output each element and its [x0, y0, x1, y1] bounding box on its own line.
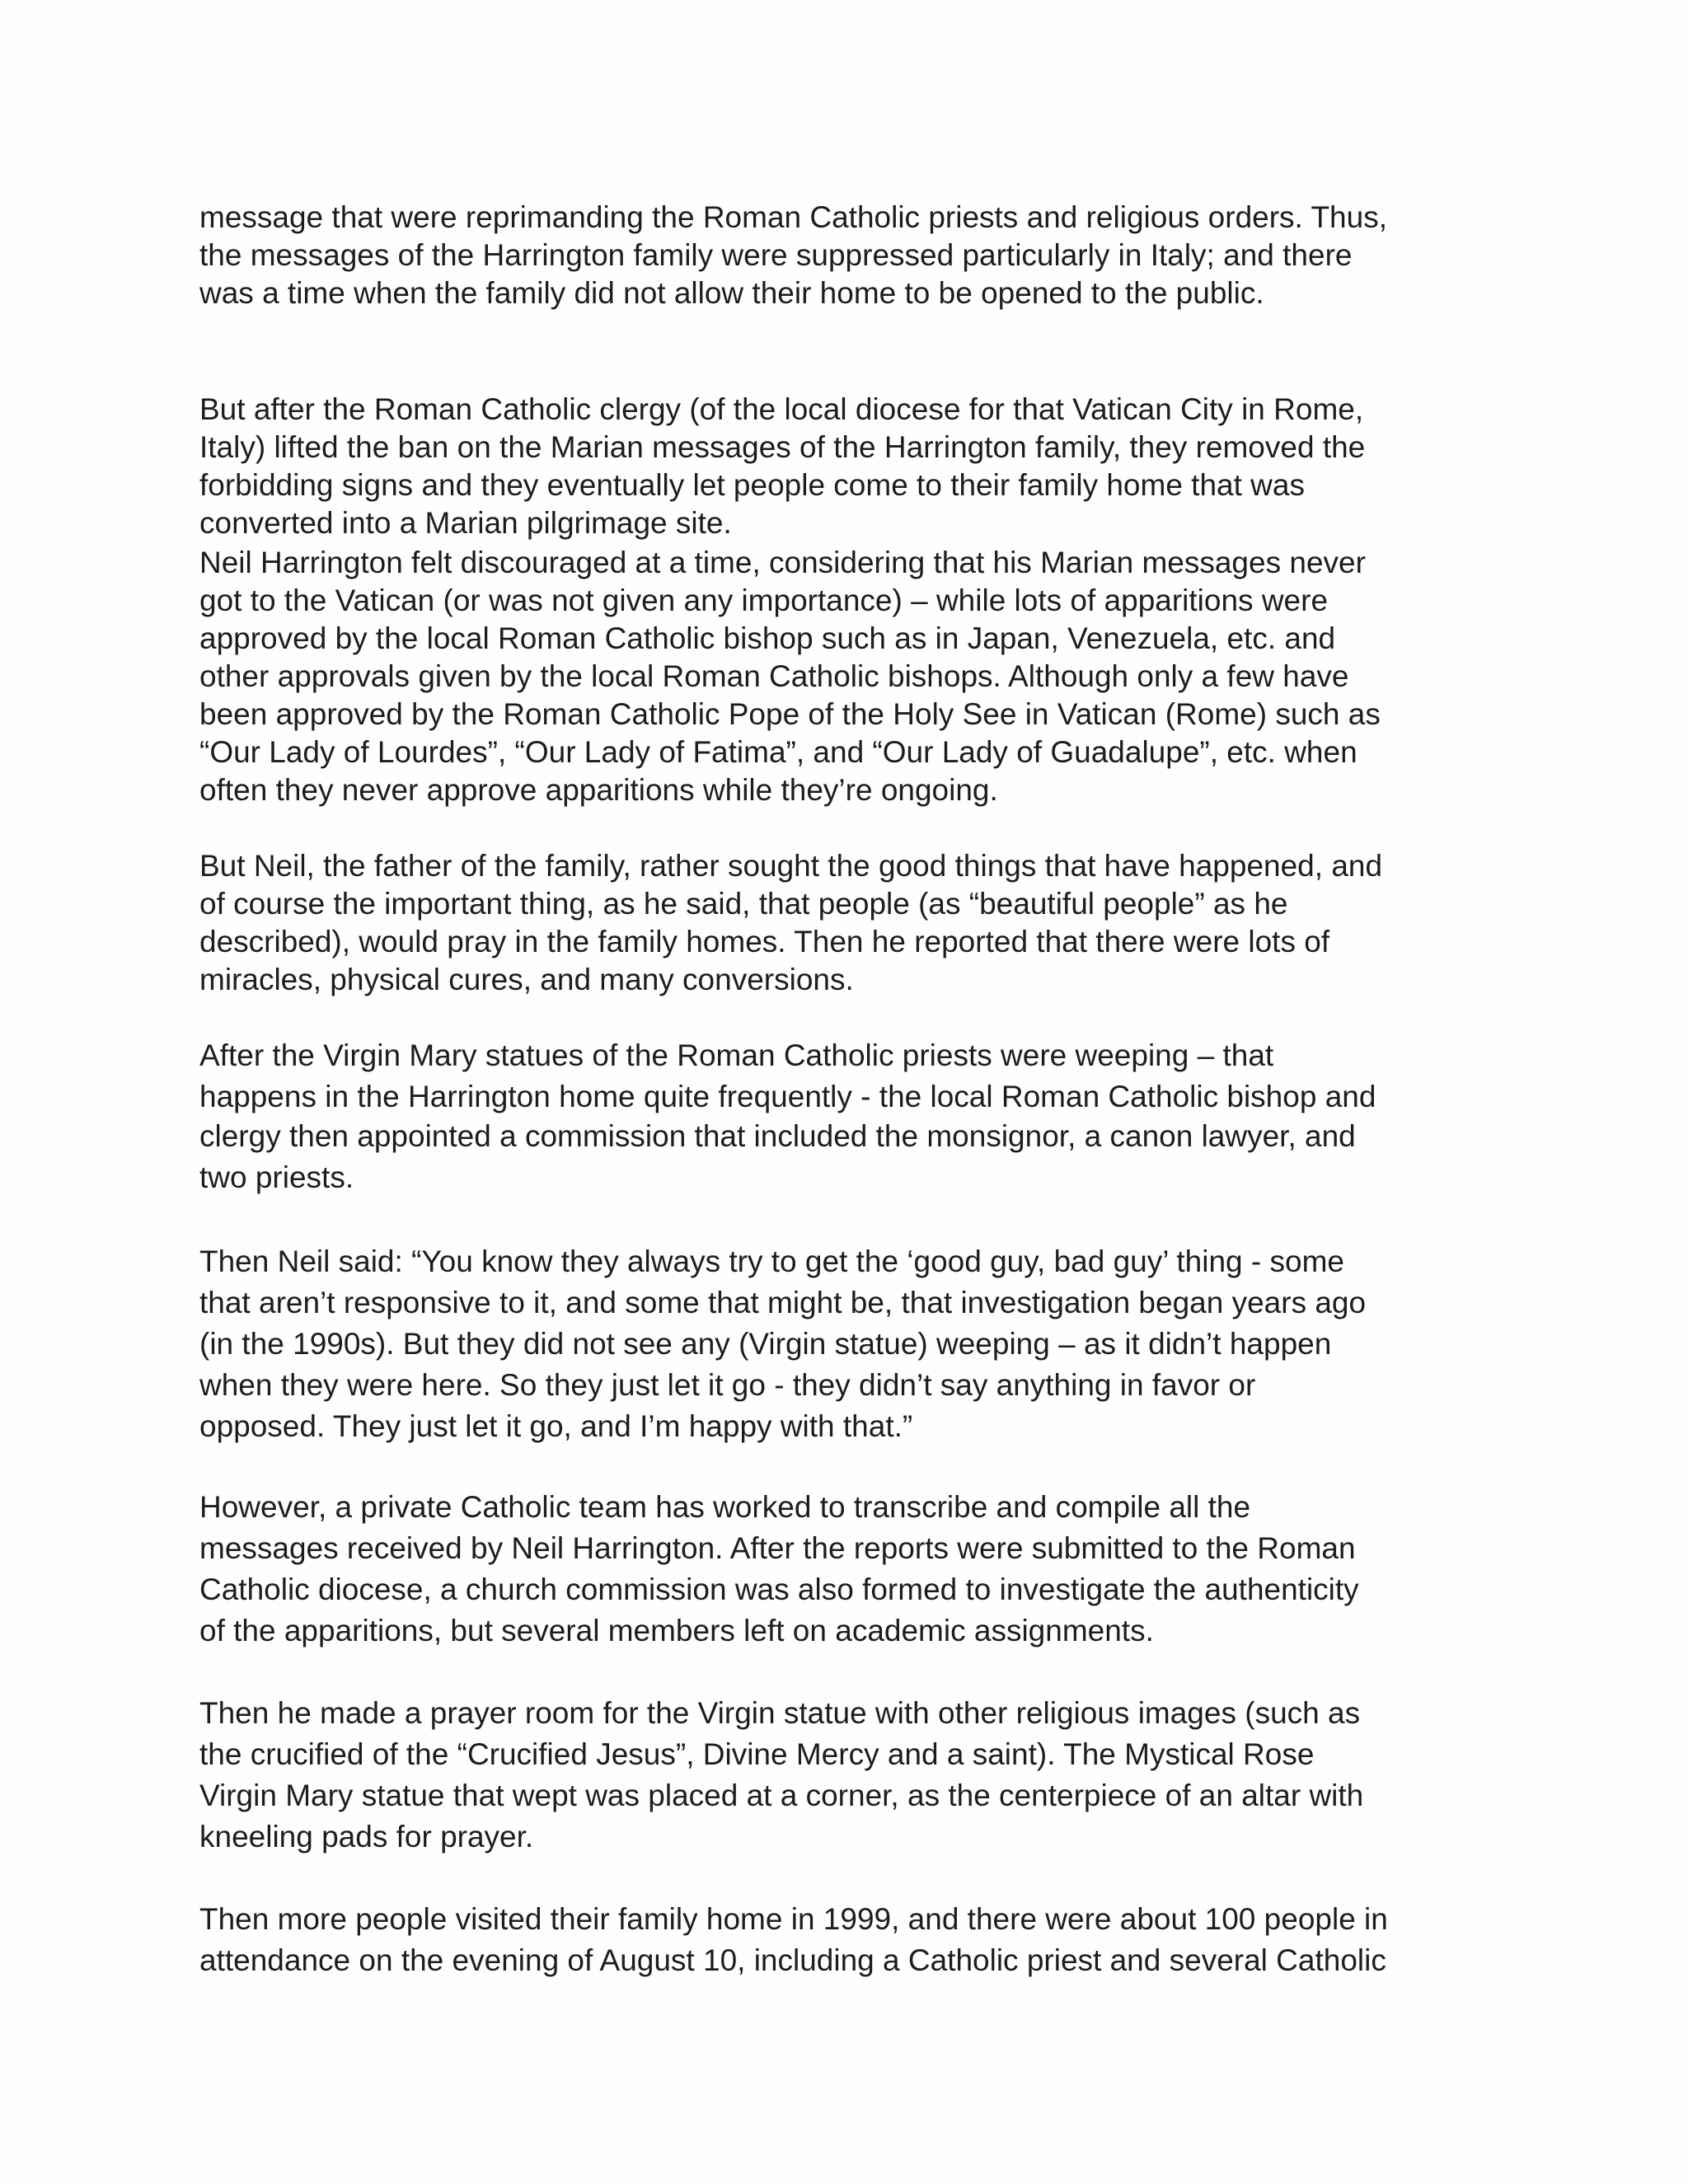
text-line: been approved by the Roman Catholic Pope of the Holy See in Vatican (Rome) such as	[199, 697, 1381, 731]
text-line: However, a private Catholic team has worked to transcribe and compile all the	[199, 1490, 1251, 1524]
text-line: But Neil, the father of the family, rather sought the good things that have happened, and	[199, 849, 1383, 883]
text-line: attendance on the evening of August 10, including a Catholic priest and several Catholic	[199, 1943, 1386, 1977]
text-line: happens in the Harrington home quite frequently - the local Roman Catholic bishop and	[199, 1080, 1376, 1113]
text-line: that aren’t responsive to it, and some that might be, that investigation began years ago	[199, 1286, 1367, 1319]
text-line: of the apparitions, but several members left on academic assignments.	[199, 1614, 1154, 1647]
text-line: Neil Harrington felt discouraged at a time, considering that his Marian messages never	[199, 546, 1366, 579]
text-line: the messages of the Harrington family were suppressed particularly in Italy; and there	[199, 238, 1353, 272]
text-line: the crucified of the “Crucified Jesus”, Divine Mercy and a saint). The Mystical Rose	[199, 1737, 1315, 1771]
text-line: Then Neil said: “You know they always try to get the ‘good guy, bad guy’ thing - some	[199, 1244, 1344, 1278]
text-line: forbidding signs and they eventually let people come to their family home that was	[199, 468, 1305, 502]
text-line: (in the 1990s). But they did not see any (Virgin statue) weeping – as it didn’t happen	[199, 1327, 1332, 1361]
text-line: Virgin Mary statue that wept was placed at a corner, as the centerpiece of an altar with	[199, 1779, 1364, 1812]
text-line: “Our Lady of Lourdes”, “Our Lady of Fatima”, and “Our Lady of Guadalupe”, etc. when	[199, 735, 1357, 769]
text-line: Then he made a prayer room for the Virgin statue with other religious images (such as	[199, 1696, 1361, 1730]
text-line: converted into a Marian pilgrimage site.	[199, 506, 732, 540]
text-line: miracles, physical cures, and many conversions.	[199, 963, 854, 996]
text-line: Then more people visited their family home in 1999, and there were about 100 people in	[199, 1902, 1388, 1936]
text-line: kneeling pads for prayer.	[199, 1820, 534, 1854]
text-line: approved by the local Roman Catholic bishop such as in Japan, Venezuela, etc. and	[199, 621, 1336, 655]
text-line: After the Virgin Mary statues of the Roman Catholic priests were weeping – that	[199, 1038, 1274, 1072]
text-line: got to the Vatican (or was not given any importance) – while lots of apparitions were	[199, 583, 1329, 617]
text-line: of course the important thing, as he said, that people (as “beautiful people” as he	[199, 887, 1288, 921]
text-line: Italy) lifted the ban on the Marian messages of the Harrington family, they removed the	[199, 430, 1366, 464]
text-line: when they were here. So they just let it go - they didn’t say anything in favor or	[199, 1368, 1256, 1402]
text-line: But after the Roman Catholic clergy (of the local diocese for that Vatican City in Rome,	[199, 392, 1364, 426]
text-line: message that were reprimanding the Roman Catholic priests and religious orders. Thus,	[199, 200, 1387, 234]
text-line: Catholic diocese, a church commission was also formed to investigate the authenticity	[199, 1572, 1359, 1606]
text-line: clergy then appointed a commission that included the monsignor, a canon lawyer, and	[199, 1119, 1356, 1153]
text-line: was a time when the family did not allow their home to be opened to the public.	[199, 276, 1264, 310]
text-line: often they never approve apparitions while they’re ongoing.	[199, 773, 998, 807]
text-line: other approvals given by the local Roman Catholic bishops. Although only a few have	[199, 659, 1349, 693]
text-line: messages received by Neil Harrington. After the reports were submitted to the Roman	[199, 1531, 1356, 1565]
text-line: two priests.	[199, 1160, 354, 1194]
text-line: described), would pray in the family homes. Then he reported that there were lots of	[199, 925, 1330, 958]
text-line: opposed. They just let it go, and I’m happy with that.”	[199, 1409, 913, 1443]
